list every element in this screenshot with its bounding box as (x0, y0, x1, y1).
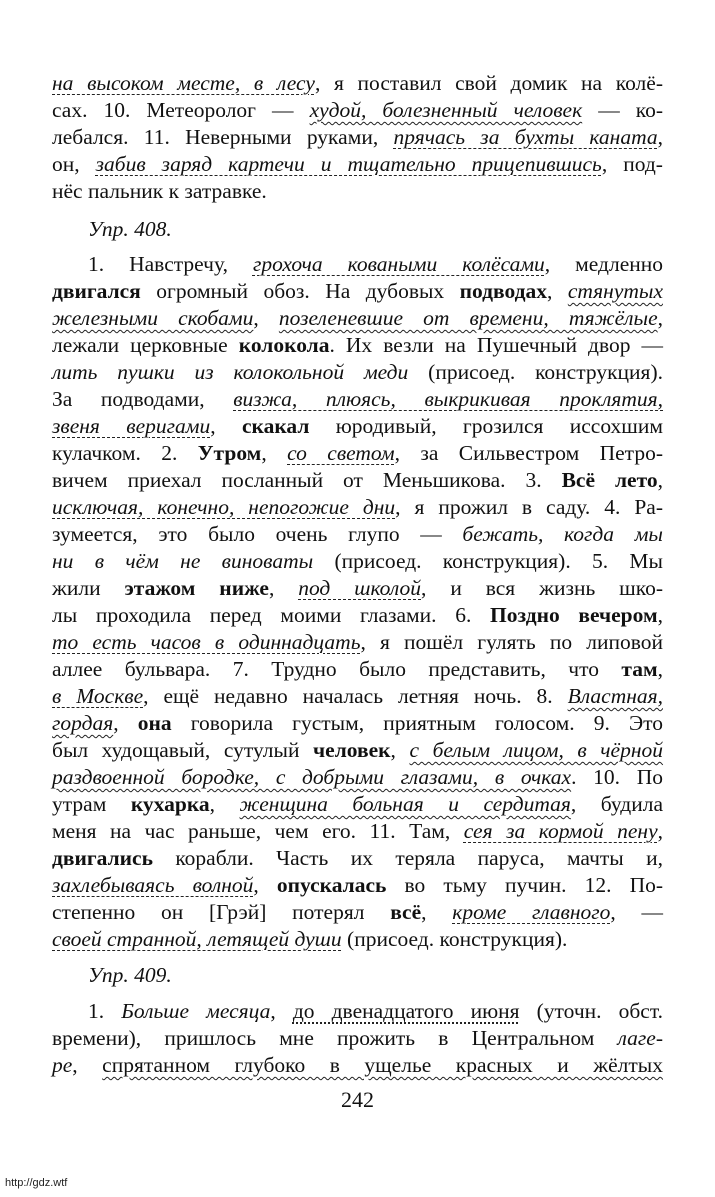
detached-addition: кроме главного (452, 900, 611, 924)
predicate: скакал (241, 414, 310, 438)
text-run: , медленно (544, 252, 663, 276)
detached-circumstance: в Москве (52, 684, 144, 708)
text-line (52, 764, 663, 790)
text-run: во тьму пучин. 12. По- (386, 873, 664, 897)
detached-addition: своей странной, летящей души (52, 927, 342, 951)
text-run: степенно он [Грэй] потерял (52, 900, 391, 924)
predicate: двигались (52, 846, 153, 870)
text-line (52, 548, 663, 574)
detached-circumstance: грохоча коваными колёсами (252, 252, 545, 276)
detached-circumstance: под школой (298, 576, 422, 600)
text-run: (присоед. конструкция). (341, 927, 568, 951)
text-run: , (253, 306, 279, 330)
text-run: юродивый, грозился иссохшим (309, 414, 663, 438)
predicate: опускалась (276, 873, 387, 897)
text-run: 1. (88, 999, 122, 1023)
text-run: нёс пальник к затравке. (52, 179, 267, 203)
defined-word: Утром (197, 441, 262, 465)
text-run: , и вся жизнь шко- (421, 576, 663, 600)
defined-word: подводах (459, 279, 547, 303)
text-line (52, 359, 663, 385)
text-run: , — (610, 900, 663, 924)
defined-word: колокола (238, 333, 330, 357)
text-line (52, 332, 663, 358)
detached-circumstance: то есть часов в одиннадцать (52, 630, 361, 654)
text-line (52, 151, 663, 177)
text-line (52, 845, 663, 871)
defined-word: всё (390, 900, 422, 924)
detached-definition: стянутых (567, 279, 663, 303)
text-run: , (270, 999, 293, 1023)
text-run: сах. 10. Метеоролог — (52, 98, 310, 122)
detached-circumstance: забив заряд картечи и тщательно прицепившись (95, 152, 602, 176)
detached-circumstance: на высоком месте, в лесу (52, 71, 315, 95)
detached-application: женщина больная и сердитая (239, 792, 571, 816)
text-run: За подводами, (52, 387, 234, 411)
text-run: , за Сильвестром Петро- (394, 441, 663, 465)
page-number: 242 (341, 1087, 374, 1112)
text-line (52, 97, 663, 123)
text-line (52, 494, 663, 520)
text-line (52, 467, 663, 493)
text-run: он, (52, 152, 96, 176)
text-run: лежали церковные (52, 333, 239, 357)
text-run: меня на час раньше, чем его. 11. Там, (52, 819, 464, 843)
text-run: , (390, 738, 410, 762)
text-run: , (210, 414, 242, 438)
detached-circumstance: прячась за бухты каната (393, 125, 658, 149)
text-line (52, 305, 663, 331)
text-run: говорила густым, приятным голосом. 9. Это (171, 711, 663, 735)
text-run: , (657, 306, 663, 330)
clarifying-circumstance: до двенадцатого июня (292, 999, 520, 1023)
text-run: жили (52, 576, 125, 600)
text-run: огромный обоз. На дубовых (140, 279, 460, 303)
text-line (52, 629, 663, 655)
defined-word: ре (52, 1053, 73, 1077)
detached-definition: гордая (52, 711, 114, 735)
defined-word: кухарка (130, 792, 210, 816)
attached-construction: ни в чём не виноваты (52, 549, 314, 573)
text-run: кулачком. 2. (52, 441, 198, 465)
text-run: , (547, 279, 568, 303)
text-line (52, 602, 663, 628)
text-line (52, 278, 663, 304)
text-line (52, 386, 663, 412)
text-run: , (657, 125, 664, 149)
text-run: , (209, 792, 240, 816)
text-line (52, 899, 663, 925)
text-line (52, 791, 663, 817)
detached-definition: позеленевшие от времени, тяжёлые (278, 306, 658, 330)
detached-definition: раздвоенной бородке, с добрыми глазами, в очках (52, 765, 572, 789)
text-line (52, 683, 663, 709)
text-line (52, 818, 663, 844)
detached-circumstance: захлебываясь волной (52, 873, 254, 897)
detached-circumstance: сея за кормой пену (463, 819, 658, 843)
defined-word: Всё лето (561, 468, 658, 492)
defined-word: лаге- (617, 1026, 663, 1050)
text-run: (уточн. обст. (519, 999, 663, 1023)
detached-circumstance: со светом (287, 441, 395, 465)
text-line (52, 251, 663, 277)
text-run: , (657, 819, 663, 843)
defined-word: она (137, 711, 172, 735)
text-run: , (253, 873, 277, 897)
text-run: аллее бульвара. 7. Трудно было представить, что (52, 657, 622, 681)
attached-construction: бежать, когда мы (462, 522, 663, 546)
text-run: , (72, 1053, 103, 1077)
text-line (52, 413, 663, 439)
text-run: , (113, 711, 138, 735)
text-run: утрам (52, 792, 131, 816)
text-run: — ко- (582, 98, 664, 122)
text-run: , (657, 657, 663, 681)
exercise-heading-409: Упр. 409. (88, 963, 172, 987)
text-run: , я поставил свой домик на колё- (314, 71, 663, 95)
text-run: . Их везли на Пушечный двор — (329, 333, 663, 357)
text-line (52, 521, 663, 547)
text-run: , я прожил в саду. 4. Ра- (395, 495, 663, 519)
text-run: лы проходила перед моими глазами. 6. (52, 603, 490, 627)
text-run: времени), пришлось мне прожить в Центральном (52, 1026, 618, 1050)
detached-circumstance: звеня веригами (52, 414, 211, 438)
text-run: был худощавый, сутулый (52, 738, 314, 762)
detached-circumstance: исключая, конечно, непогожие дни (52, 495, 396, 519)
detached-definition: спрятанном глубоко в ущелье красных и жёлтых (102, 1053, 664, 1077)
text-run: (присоед. конструкция). (408, 360, 663, 384)
text-run: , ещё недавно началась летняя ночь. 8. (143, 684, 568, 708)
exercise-heading-408: Упр. 408. (88, 217, 172, 241)
text-run: , (268, 576, 299, 600)
defined-word: Поздно вечером (490, 603, 658, 627)
text-line (52, 872, 663, 898)
text-line (52, 737, 663, 763)
text-run: , я пошёл гулять по липовой (360, 630, 663, 654)
text-run: , будила (570, 792, 664, 816)
text-line (52, 998, 663, 1024)
defined-word: там (621, 657, 658, 681)
detached-definition: Властная, (567, 684, 663, 708)
text-line (52, 710, 663, 736)
text-line (52, 1052, 663, 1078)
text-run: вичем приехал посланный от Меньшикова. 3. (52, 468, 562, 492)
text-run: , под- (601, 152, 663, 176)
text-line (52, 926, 663, 952)
text-run: , (421, 900, 453, 924)
text-line (52, 178, 663, 204)
text-line (52, 575, 663, 601)
text-line (52, 124, 663, 150)
detached-circumstance: визжа, плюясь, выкрикивая проклятия, (233, 387, 663, 411)
text-run: , (657, 603, 664, 627)
site-watermark: http://gdz.wtf (5, 1177, 68, 1189)
text-run: . 10. По (571, 765, 663, 789)
attached-construction: лить пушки из колокольной меди (52, 360, 409, 384)
text-run: (присоед. конструкция). 5. Мы (313, 549, 663, 573)
text-line (52, 1025, 663, 1051)
detached-definition: с белым лицом, в чёрной (409, 738, 664, 762)
text-run: корабли. Часть их теряла паруса, мачты и, (152, 846, 663, 870)
text-run: лебался. 11. Неверными руками, (52, 125, 394, 149)
defined-word: человек (313, 738, 391, 762)
text-run: зумеется, это было очень глупо — (52, 522, 463, 546)
text-run: , (657, 468, 663, 492)
text-line (52, 440, 663, 466)
text-run: 1. Навстречу, (88, 252, 253, 276)
text-run: , (261, 441, 288, 465)
text-line (52, 70, 663, 96)
defined-word: Больше месяца (121, 999, 271, 1023)
text-line (52, 656, 663, 682)
detached-application: худой, болезненный человек (309, 98, 583, 122)
detached-definition: железными скобами (52, 306, 254, 330)
predicate: двигался (52, 279, 141, 303)
defined-word: этажом ниже (124, 576, 269, 600)
